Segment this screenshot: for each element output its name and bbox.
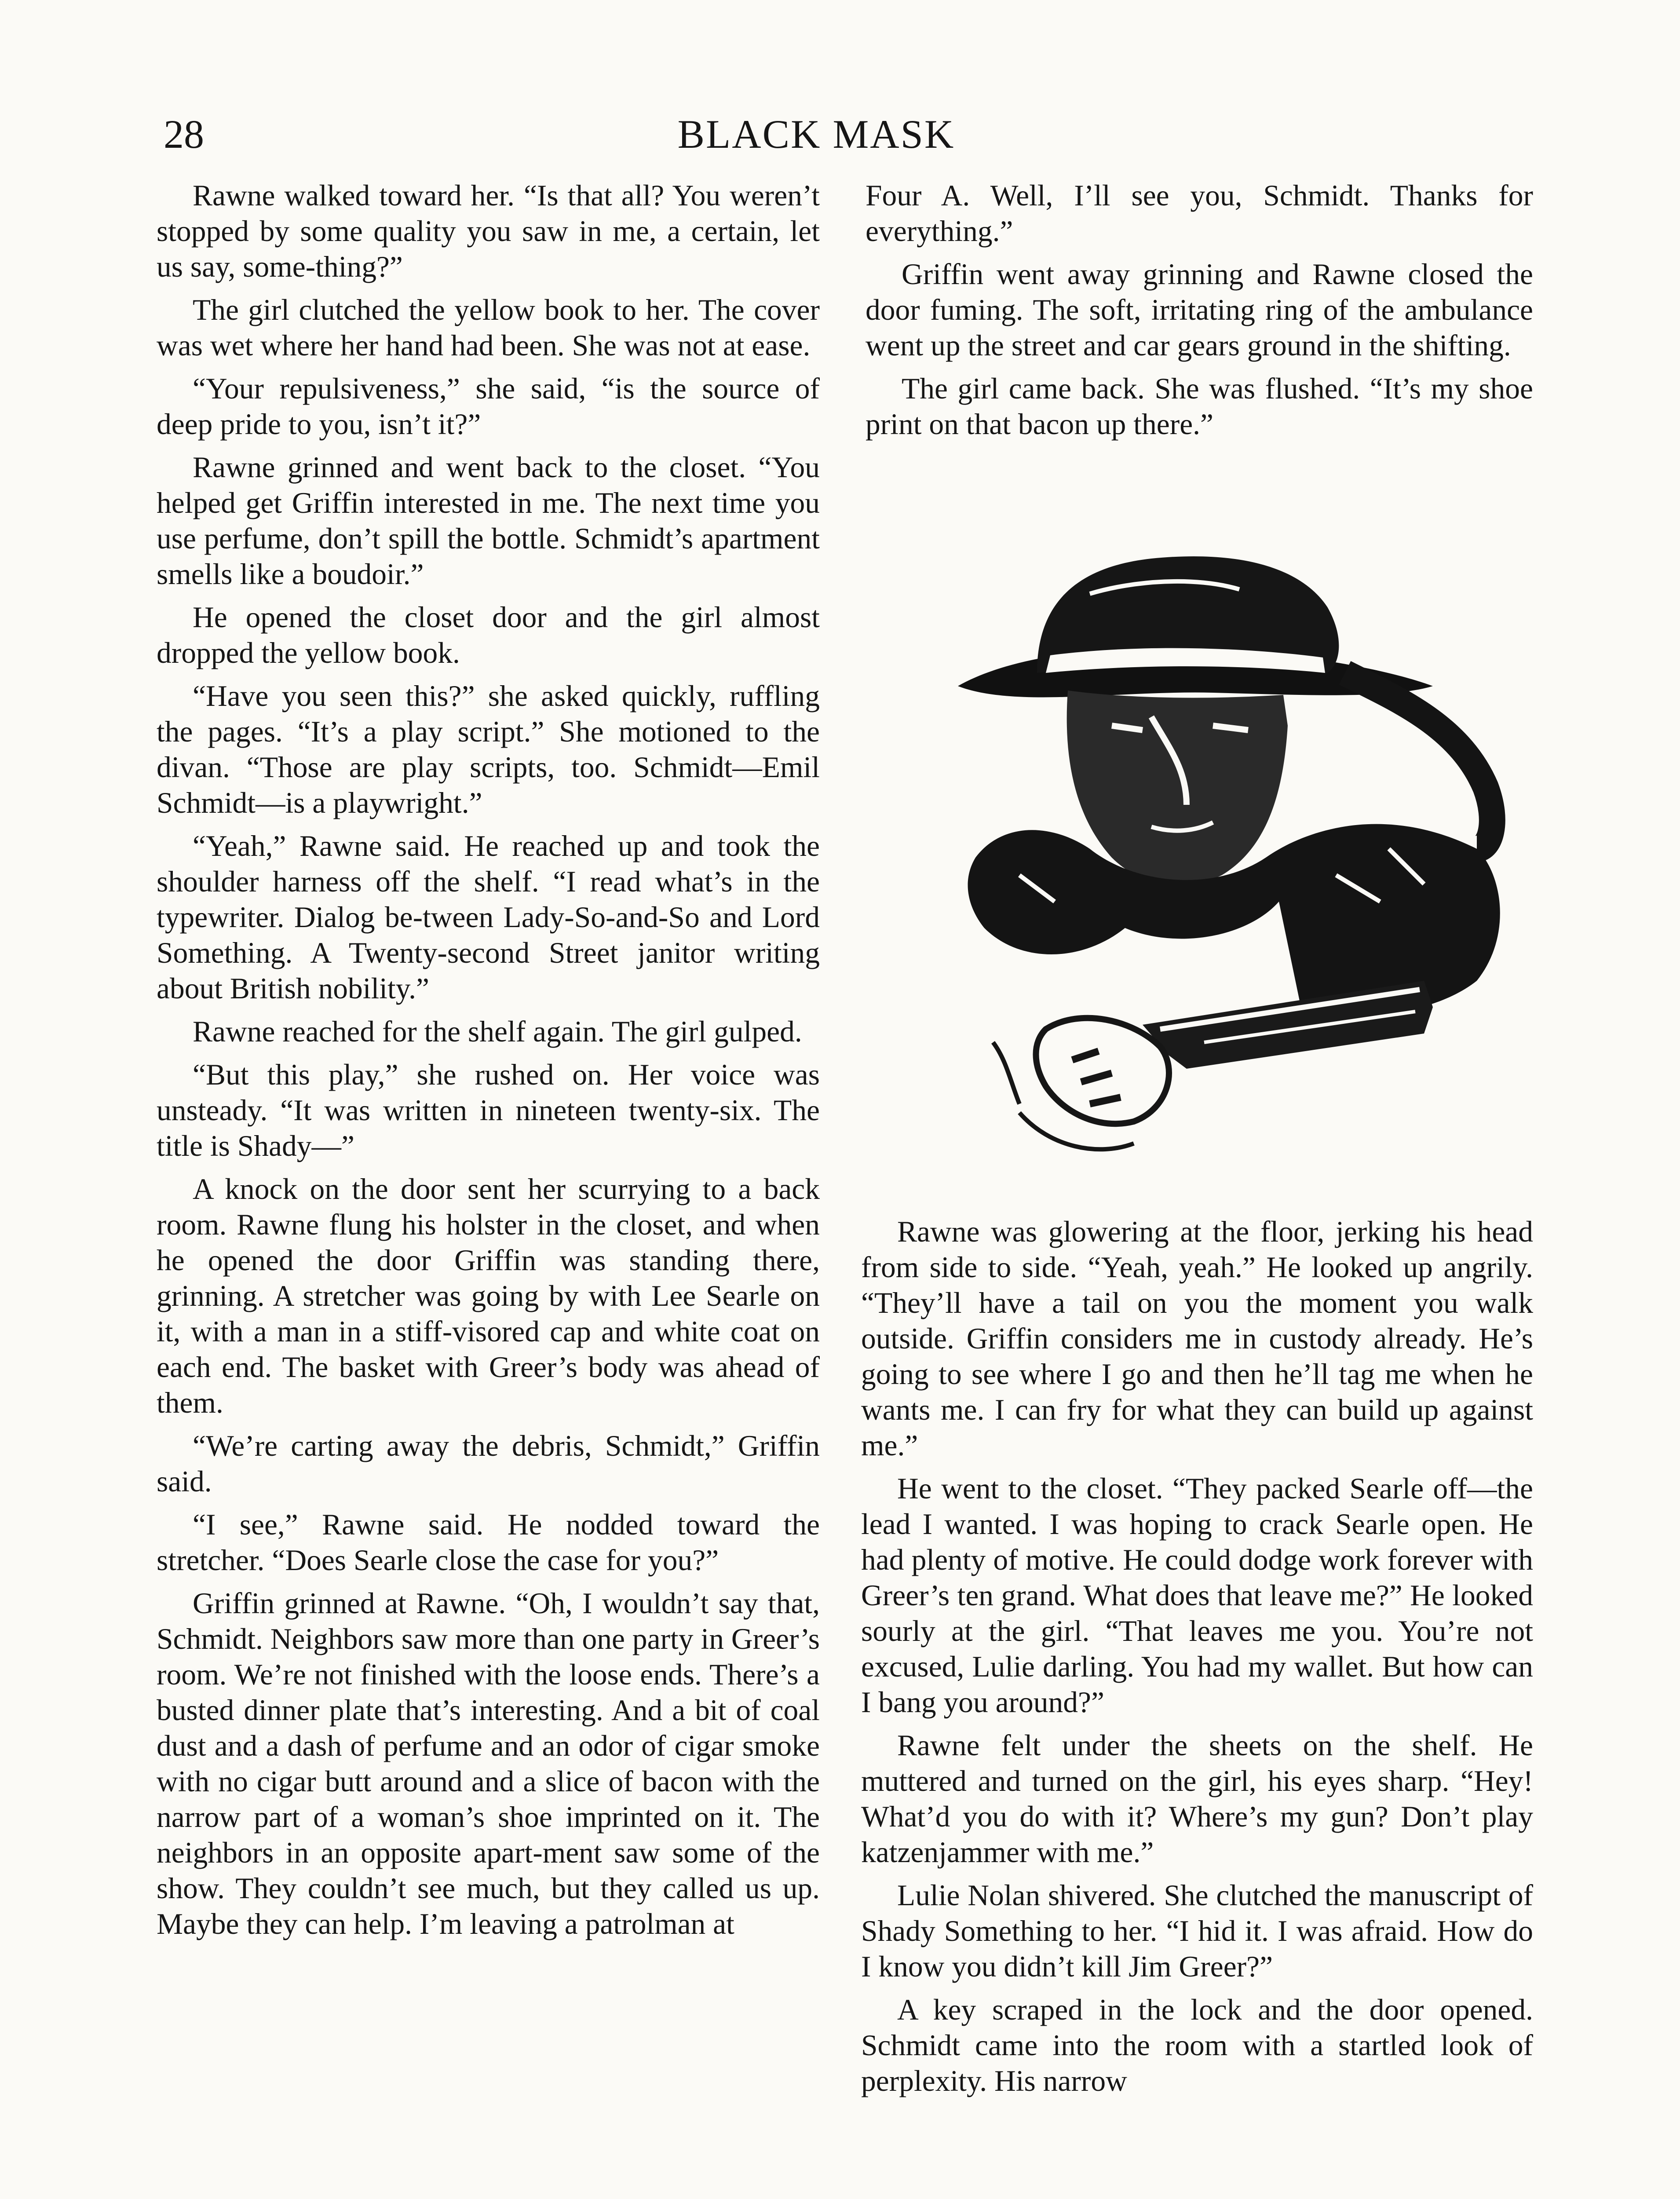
paragraph: “We’re carting away the debris, Schmidt,” Griffin said. — [157, 1429, 820, 1498]
page-number: 28 — [164, 112, 204, 157]
paragraph: “Have you seen this?” she asked quickly, ruffling the pages. “It’s a play script.” She motioned to the divan. “Those are play scripts, too. Schmidt—Emil Schmidt—is a playwright.” — [157, 679, 820, 819]
paragraph: “Yeah,” Rawne said. He reached up and took the shoulder harness off the shelf. “I read what’s in the typewriter. Dialog be-tween Lady-So-and-So and Lord Something. A Twenty-second Street janitor writing about British nobility.” — [157, 829, 820, 1005]
right-column-top — [866, 178, 1533, 449]
paragraph: Rawne walked toward her. “Is that all? You weren’t stopped by some quality you saw in me, a certain, let us say, some-thing?” — [157, 179, 820, 283]
paragraph: He opened the closet door and the girl almost dropped the yellow book. — [157, 601, 820, 669]
paragraph: Rawne grinned and went back to the closet. “You helped get Griffin interested in me. The next time you use perfume, don’t spill the bottle. Schmidt’s apartment smells like a boudoir.” — [157, 451, 820, 591]
paragraph: Rawne reached for the shelf again. The girl gulped. — [193, 1015, 802, 1048]
paragraph: Rawne was glowering at the floor, jerking his head from side to side. “Yeah, yeah.” He looked up angrily. “They’ll have a tail on you the moment you walk outside. Griffin considers me in custody already. He’s going to see where I go and then he’ll tag me when he wants me. I can fry for what they can build up against me.” — [861, 1215, 1533, 1462]
magazine-title: BLACK MASK — [677, 112, 955, 157]
paragraph: Rawne felt under the sheets on the shelf. He muttered and turned on the girl, his eyes sharp. “Hey! What’d you do with it? Where’s my gun? Don’t play katzenjammer with me.” — [861, 1729, 1533, 1869]
paragraph: Griffin went away grinning and Rawne closed the door fuming. The soft, irritating ring of the ambulance went up the street and car gears ground in the shifting. — [866, 258, 1533, 362]
paragraph: “But this play,” she rushed on. Her voice was unsteady. “It was written in nineteen twenty-six. The title is Shady—” — [157, 1058, 820, 1162]
paragraph: “Your repulsiveness,” she said, “is the source of deep pride to you, isn’t it?” — [157, 372, 820, 441]
paragraph: Lulie Nolan shivered. She clutched the manuscript of Shady Something to her. “I hid it. I was afraid. How do I know you didn’t kill Jim Greer?” — [861, 1879, 1533, 1983]
paragraph: A knock on the door sent her scurrying to a back room. Rawne flung his holster in the closet, and when he opened the door Griffin was standing there, grinning. A stretcher was going by with Lee Searle on it, with a man in a stiff-visored cap and white coat on each end. The basket with Greer’s body was ahead of them. — [157, 1173, 820, 1419]
page-header — [157, 106, 1476, 163]
right-column-bottom — [861, 1214, 1533, 2106]
paragraph: The girl came back. She was flushed. “It’s my shoe print on that bacon up there.” — [866, 372, 1533, 441]
left-column — [157, 178, 820, 1949]
paragraph: He went to the closet. “They packed Searle off—the lead I wanted. I was hoping to crack Searle open. He had plenty of motive. He could dodge work forever with Greer’s ten grand. What does that leave me?” He looked sourly at the girl. “That leaves me you. You’re not excused, Lulie darling. You had my wallet. But how can I bang you around?” — [861, 1472, 1533, 1719]
paragraph: A key scraped in the lock and the door opened. Schmidt came into the room with a startled look of perplexity. His narrow — [861, 1993, 1533, 2097]
paragraph: Four A. Well, I’ll see you, Schmidt. Thanks for everything.” — [866, 179, 1533, 248]
paragraph: “I see,” Rawne said. He nodded toward the stretcher. “Does Searle close the case for you?” — [157, 1508, 820, 1577]
paragraph: Griffin grinned at Rawne. “Oh, I wouldn’t say that, Schmidt. Neighbors saw more than one party in Greer’s room. We’re not finished with the loose ends. There’s a busted dinner plate that’s interesting. And a bit of coal dust and a dash of perfume and an odor of cigar smoke with no cigar butt around and a slice of bacon with the narrow part of a woman’s shoe imprinted on it. The neighbors in an opposite apart-ment saw some of the show. They couldn’t see much, but they called us up. Maybe they can help. I’m leaving a patrolman at — [157, 1587, 820, 1940]
man-in-fedora-with-pistol-illustration — [905, 541, 1565, 1192]
paragraph: The girl clutched the yellow book to her. The cover was wet where her hand had been. She was not at ease. — [157, 293, 820, 362]
